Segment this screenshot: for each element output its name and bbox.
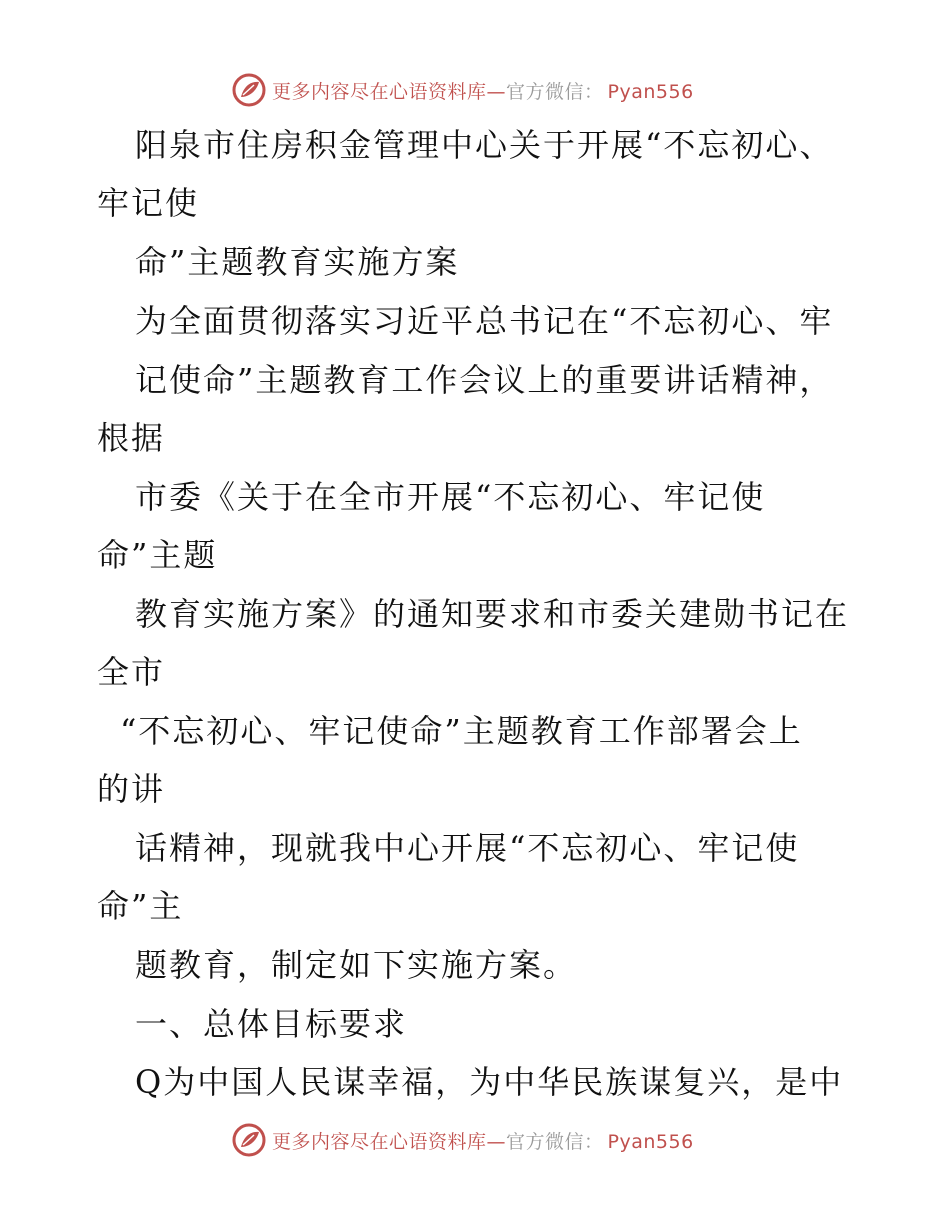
doc-line-3: 命”主题教育实施方案 xyxy=(135,243,460,281)
doc-line-7: 市委《关于在全市开展“不忘初心、牢记使 xyxy=(135,478,766,516)
watermark-label: 官方微信： xyxy=(506,1130,604,1153)
doc-line-13: 话精神，现就我中心开展“不忘初心、牢记使 xyxy=(135,829,800,867)
watermark-header xyxy=(232,70,694,110)
doc-line-12: 的讲 xyxy=(97,770,166,808)
watermark-text xyxy=(272,77,694,104)
doc-line-4: 为全面贯彻落实习近平总书记在“不忘初心、牢 xyxy=(135,302,834,340)
watermark-label: 官方微信： xyxy=(506,80,604,103)
leaf-logo-icon xyxy=(232,1123,266,1157)
watermark-text xyxy=(272,1127,694,1154)
doc-line-17: Q为中国人民谋幸福，为中华民族谋复兴，是中 xyxy=(135,1063,844,1101)
doc-line-5: 记使命”主题教育工作会议上的重要讲话精神， xyxy=(135,361,834,399)
watermark-dash: — xyxy=(486,1130,507,1153)
watermark-site-text: 更多内容尽在心语资料库 xyxy=(272,1130,487,1153)
watermark-footer xyxy=(232,1120,694,1160)
doc-line-10: 全市 xyxy=(97,653,166,691)
watermark-site-text: 更多内容尽在心语资料库 xyxy=(272,80,487,103)
watermark-dash: — xyxy=(486,80,507,103)
doc-line-11: “不忘初心、牢记使命”主题教育工作部署会上 xyxy=(120,712,803,750)
doc-line-6: 根据 xyxy=(97,419,166,457)
leaf-logo-icon xyxy=(232,73,266,107)
doc-line-14: 命”主 xyxy=(97,887,184,925)
watermark-handle: Pyan556 xyxy=(607,80,694,103)
watermark-handle: Pyan556 xyxy=(607,1130,694,1153)
doc-line-2: 牢记使 xyxy=(97,184,200,222)
doc-line-9: 教育实施方案》的通知要求和市委关建勋书记在 xyxy=(135,595,850,633)
doc-line-15: 题教育，制定如下实施方案。 xyxy=(135,946,578,984)
doc-line-1: 阳泉市住房积金管理中心关于开展“不忘初心、 xyxy=(135,126,834,164)
doc-line-8: 命”主题 xyxy=(97,536,218,574)
doc-line-16: 一、总体目标要求 xyxy=(135,1005,408,1043)
